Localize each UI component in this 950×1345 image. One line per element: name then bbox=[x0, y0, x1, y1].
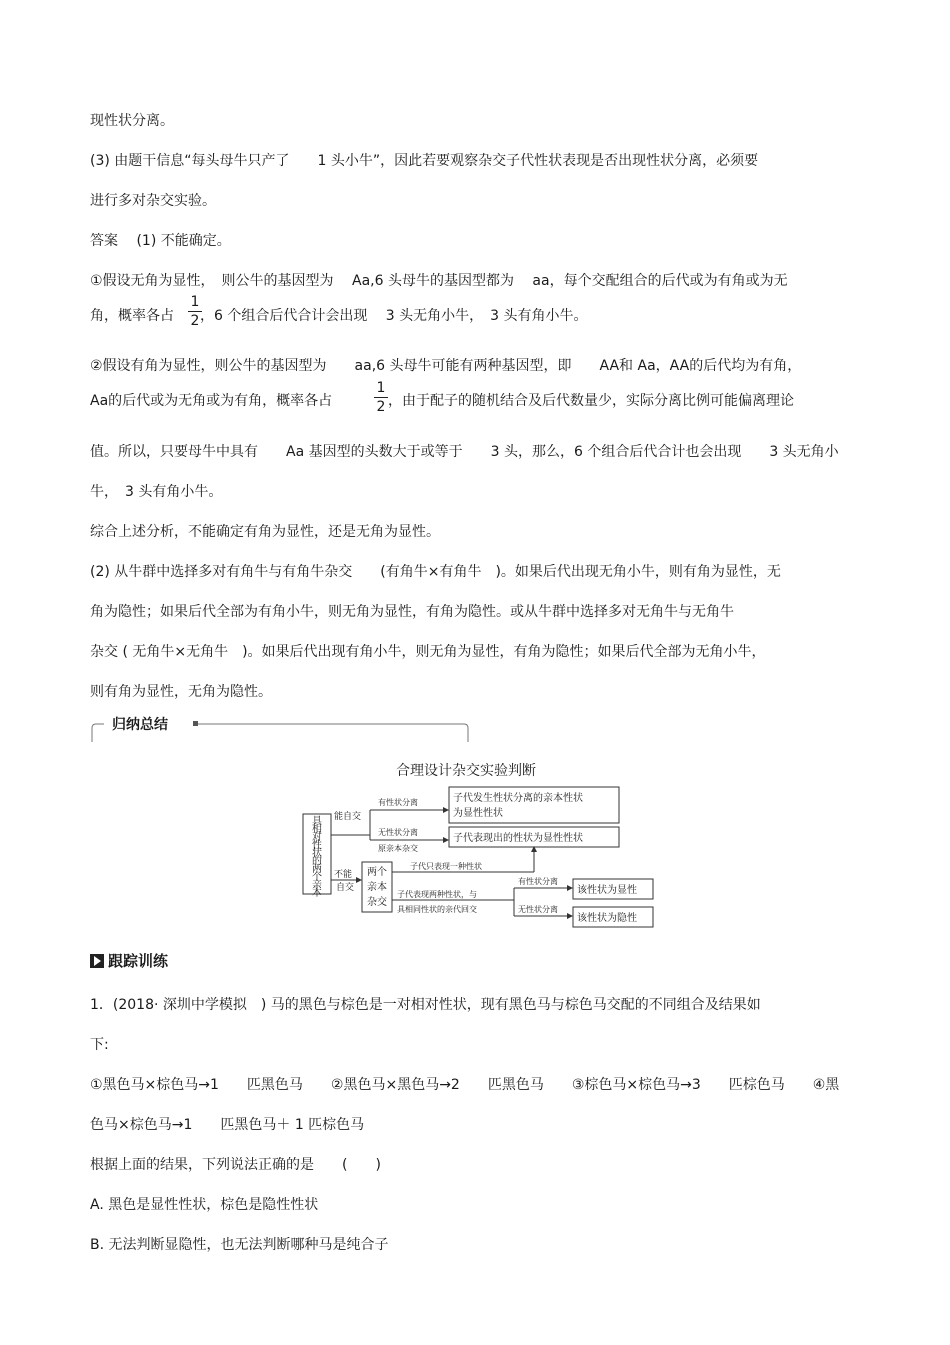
result-box-1-line-2: 为显性性状 bbox=[453, 808, 503, 819]
question-line: 1．(2018· 深圳中学模拟 ) 马的黑色与棕色是一对相对性状，现有黑色马与棕色马交配的不同组合及结果如 bbox=[90, 997, 761, 1013]
fraction-denominator: 2 bbox=[190, 313, 200, 329]
question-line: 下: bbox=[90, 1037, 109, 1053]
fraction bbox=[374, 380, 388, 415]
parents-char-0: 具 bbox=[312, 816, 322, 827]
question-line: 根据上面的结果，下列说法正确的是 ( ) bbox=[90, 1157, 381, 1173]
upper-branch-label-1: 有性状分离 bbox=[378, 798, 418, 807]
cannot-self-label-1: 不能 bbox=[334, 870, 353, 880]
upper-branch-label-2: 无性状分离 bbox=[378, 828, 418, 837]
two-traits-label-1: 子代表现两种性状，与 bbox=[397, 890, 477, 899]
diagram-title: 合理设计杂交实验判断 bbox=[396, 763, 536, 779]
text-line: ②假设有角为显性，则公牛的基因型为 aa,6 头母牛可能有两种基因型，即 AA和 Aa，AA的后代均为有角， bbox=[90, 358, 802, 374]
mid-box-line-2: 亲本 bbox=[367, 882, 387, 893]
mid-box-line-3: 杂交 bbox=[367, 897, 387, 908]
question-line: ①黑色马×棕色马→1 匹黑色马 ②黑色马×黑色马→2 匹黑色马 ③棕色马×棕色马→3 匹棕色马 ④黑 bbox=[90, 1077, 840, 1093]
text-segment: ，由于配子的随机结合及后代数量少，实际分离比例可能偏离理论 bbox=[388, 393, 794, 409]
parents-char-5: 的 bbox=[312, 856, 322, 867]
text-line: 杂交 ( 无角牛×无角牛 )。如果后代出现有角小牛，则无角为显性，有角为隐性；如果后代全部为无角小牛， bbox=[90, 644, 766, 660]
text-line: 则有角为显性，无角为隐性。 bbox=[90, 684, 272, 700]
two-traits-label-2: 具相同性状的亲代回交 bbox=[397, 905, 477, 914]
question-line: 色马×棕色马→1 匹黑色马＋ 1 匹棕色马 bbox=[90, 1117, 365, 1133]
result-box-4-text: 该性状为隐性 bbox=[577, 913, 637, 924]
fraction-numerator: 1 bbox=[190, 294, 200, 310]
parents-char-9: 本 bbox=[312, 888, 322, 899]
fraction-denominator: 2 bbox=[376, 399, 386, 415]
text-line: 牛， 3 头有角小牛。 bbox=[90, 484, 223, 500]
result-box-1-line-1: 子代发生性状分离的亲本性状 bbox=[453, 793, 583, 804]
parents-char-3: 性 bbox=[312, 840, 322, 851]
text-line: 综合上述分析，不能确定有角为显性，还是无角为显性。 bbox=[90, 524, 440, 540]
hybridization-flowchart bbox=[300, 780, 660, 935]
option-a: A. 黑色是显性性状，棕色是隐性性状 bbox=[90, 1197, 319, 1213]
text-line: 角为隐性；如果后代全部为有角小牛，则无角为显性，有角为隐性。或从牛群中选择多对无角牛与无角牛 bbox=[90, 604, 734, 620]
option-b: B. 无法判断显隐性，也无法判断哪种马是纯合子 bbox=[90, 1237, 389, 1253]
parents-char-1: 相 bbox=[312, 824, 322, 835]
parents-char-7: 个 bbox=[312, 872, 322, 883]
text-line bbox=[90, 307, 174, 325]
lower-label-1: 有性状分离 bbox=[518, 877, 558, 886]
text-line: (3) 由题干信息“每头母牛只产了 1 头小牛”，因此若要观察杂交子代性状表现是否出现性状分离，必须要 bbox=[90, 153, 759, 169]
text-segment: ，6 个组合后代合计会出现 3 头无角小牛， 3 头有角小牛。 bbox=[200, 308, 588, 324]
text-line: ①假设无角为显性， 则公牛的基因型为 Aa,6 头母牛的基因型都为 aa，每个交配组合的后代或为有角或为无 bbox=[90, 273, 788, 289]
summary-title: 归纳总结 bbox=[108, 714, 172, 734]
can-self-label: 能自交 bbox=[334, 812, 362, 822]
upper-branch-label-3: 原亲本杂交 bbox=[378, 844, 418, 853]
fraction-numerator: 1 bbox=[376, 380, 386, 396]
mid-box-line-1: 两个 bbox=[367, 867, 387, 878]
text-line: 值。所以，只要母牛中具有 Aa 基因型的头数大于或等于 3 头，那么，6 个组合后代合计也会出现 3 头无角小 bbox=[90, 444, 839, 460]
parents-char-8: 亲 bbox=[312, 880, 322, 891]
text-segment: Aa的后代或为无角或为有角，概率各占 bbox=[90, 393, 333, 409]
parents-char-2: 对 bbox=[312, 832, 322, 843]
one-trait-label: 子代只表现一种性状 bbox=[410, 862, 482, 871]
result-box-3-text: 该性状为显性 bbox=[577, 885, 637, 896]
parents-char-4: 状 bbox=[312, 848, 322, 859]
text-line: (2) 从牛群中选择多对有角牛与有角牛杂交 (有角牛×有角牛 )。如果后代出现无角小牛，则有角为显性，无 bbox=[90, 564, 781, 580]
practice-heading-text: 跟踪训练 bbox=[108, 952, 169, 970]
practice-heading bbox=[90, 950, 168, 971]
text-segment: 角，概率各占 bbox=[90, 308, 174, 324]
play-icon bbox=[90, 954, 104, 968]
parents-char-6: 两 bbox=[312, 864, 322, 875]
text-line: 现性状分离。 bbox=[90, 113, 174, 129]
answer-line: 答案 (1) 不能确定。 bbox=[90, 233, 231, 249]
result-box-2-text: 子代表现出的性状为显性性状 bbox=[453, 833, 583, 844]
text-line: 进行多对杂交实验。 bbox=[90, 193, 216, 209]
lower-label-2: 无性状分离 bbox=[518, 905, 558, 914]
cannot-self-label-2: 自交 bbox=[336, 883, 355, 893]
